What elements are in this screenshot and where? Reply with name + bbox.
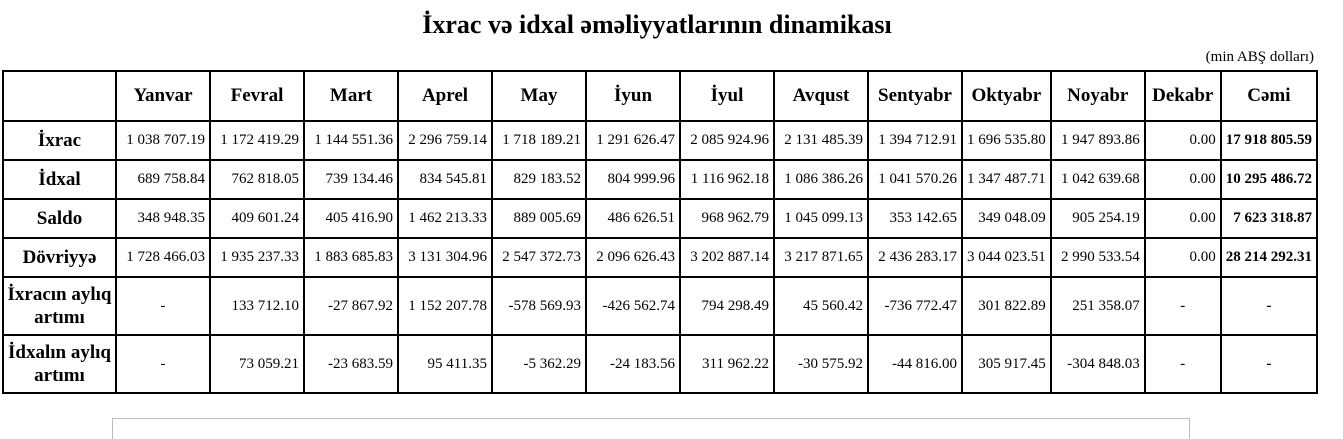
row-label: İdxal bbox=[3, 160, 116, 199]
table-row bbox=[3, 199, 1317, 238]
table-cell: -27 867.92 bbox=[304, 277, 398, 335]
column-header-fevral: Fevral bbox=[210, 71, 304, 121]
table-cell: - bbox=[1221, 335, 1317, 393]
table-cell: 1 935 237.33 bbox=[210, 238, 304, 277]
table-cell: 1 172 419.29 bbox=[210, 121, 304, 160]
row-label: İxracın aylıq artımı bbox=[3, 277, 116, 335]
table-row bbox=[3, 160, 1317, 199]
table-cell: -24 183.56 bbox=[586, 335, 680, 393]
table-cell: 2 990 533.54 bbox=[1051, 238, 1145, 277]
table-cell: 2 131 485.39 bbox=[774, 121, 868, 160]
table-cell: -304 848.03 bbox=[1051, 335, 1145, 393]
column-header-may: May bbox=[492, 71, 586, 121]
row-label: Saldo bbox=[3, 199, 116, 238]
row-label: Dövriyyə bbox=[3, 238, 116, 277]
column-header-mart: Mart bbox=[304, 71, 398, 121]
table-cell: 0.00 bbox=[1145, 160, 1221, 199]
table-cell: 834 545.81 bbox=[398, 160, 492, 199]
table-cell: 348 948.35 bbox=[116, 199, 210, 238]
table-cell: - bbox=[116, 335, 210, 393]
table-cell: - bbox=[1221, 277, 1317, 335]
table-cell: 0.00 bbox=[1145, 199, 1221, 238]
table-cell: 305 917.45 bbox=[962, 335, 1051, 393]
table-cell: -23 683.59 bbox=[304, 335, 398, 393]
table-cell: 2 096 626.43 bbox=[586, 238, 680, 277]
table-cell: 1 718 189.21 bbox=[492, 121, 586, 160]
table-cell: -426 562.74 bbox=[586, 277, 680, 335]
table-cell: 45 560.42 bbox=[774, 277, 868, 335]
table-cell: 1 045 099.13 bbox=[774, 199, 868, 238]
row-label: İxrac bbox=[3, 121, 116, 160]
column-header-avqust: Avqust bbox=[774, 71, 868, 121]
table-row bbox=[3, 335, 1317, 393]
column-header-aprel: Aprel bbox=[398, 71, 492, 121]
column-header-dekabr: Dekabr bbox=[1145, 71, 1221, 121]
table-cell: 10 295 486.72 bbox=[1221, 160, 1317, 199]
table-cell: 1 116 962.18 bbox=[680, 160, 774, 199]
table-cell: - bbox=[1145, 335, 1221, 393]
table-cell: 968 962.79 bbox=[680, 199, 774, 238]
table-cell: 829 183.52 bbox=[492, 160, 586, 199]
table-cell: 409 601.24 bbox=[210, 199, 304, 238]
table-cell: 1 086 386.26 bbox=[774, 160, 868, 199]
table-cell: 889 005.69 bbox=[492, 199, 586, 238]
table-cell: 804 999.96 bbox=[586, 160, 680, 199]
column-header-oktyabr: Oktyabr bbox=[962, 71, 1051, 121]
table-cell: 1 041 570.26 bbox=[868, 160, 962, 199]
table-cell: 1 152 207.78 bbox=[398, 277, 492, 335]
table-cell: 3 131 304.96 bbox=[398, 238, 492, 277]
table-row bbox=[3, 238, 1317, 277]
table-cell: 1 347 487.71 bbox=[962, 160, 1051, 199]
table-cell: 2 547 372.73 bbox=[492, 238, 586, 277]
table-row bbox=[3, 277, 1317, 335]
table-cell: 739 134.46 bbox=[304, 160, 398, 199]
footer-box bbox=[112, 418, 1190, 439]
table-cell: -30 575.92 bbox=[774, 335, 868, 393]
table-cell: 2 296 759.14 bbox=[398, 121, 492, 160]
column-header-cemi: Cəmi bbox=[1221, 71, 1317, 121]
table-cell: - bbox=[116, 277, 210, 335]
table-cell: 73 059.21 bbox=[210, 335, 304, 393]
table-cell: 95 411.35 bbox=[398, 335, 492, 393]
table-cell: 486 626.51 bbox=[586, 199, 680, 238]
table-cell: 17 918 805.59 bbox=[1221, 121, 1317, 160]
table-cell: 349 048.09 bbox=[962, 199, 1051, 238]
table-cell: 0.00 bbox=[1145, 121, 1221, 160]
table-cell: 1 038 707.19 bbox=[116, 121, 210, 160]
column-header-yanvar: Yanvar bbox=[116, 71, 210, 121]
page-title: İxrac və idxal əməliyyatlarının dinamikası bbox=[422, 10, 892, 39]
table-cell: 2 436 283.17 bbox=[868, 238, 962, 277]
table-row bbox=[3, 121, 1317, 160]
table-cell: - bbox=[1145, 277, 1221, 335]
table-cell: 353 142.65 bbox=[868, 199, 962, 238]
column-header-sentyabr: Sentyabr bbox=[868, 71, 962, 121]
table-cell: -736 772.47 bbox=[868, 277, 962, 335]
table-cell: 311 962.22 bbox=[680, 335, 774, 393]
table-cell: 794 298.49 bbox=[680, 277, 774, 335]
table-cell: -44 816.00 bbox=[868, 335, 962, 393]
column-header-noyabr: Noyabr bbox=[1051, 71, 1145, 121]
table-cell: 689 758.84 bbox=[116, 160, 210, 199]
table-cell: 133 712.10 bbox=[210, 277, 304, 335]
table-cell: 762 818.05 bbox=[210, 160, 304, 199]
table-cell: 3 202 887.14 bbox=[680, 238, 774, 277]
table-cell: 2 085 924.96 bbox=[680, 121, 774, 160]
table-cell: 0.00 bbox=[1145, 238, 1221, 277]
table-cell: 7 623 318.87 bbox=[1221, 199, 1317, 238]
table-cell: 3 217 871.65 bbox=[774, 238, 868, 277]
column-header-iyun: İyun bbox=[586, 71, 680, 121]
table-cell: 1 291 626.47 bbox=[586, 121, 680, 160]
table-cell: 1 728 466.03 bbox=[116, 238, 210, 277]
table-cell: 1 462 213.33 bbox=[398, 199, 492, 238]
table-cell: 1 883 685.83 bbox=[304, 238, 398, 277]
table-cell: 1 144 551.36 bbox=[304, 121, 398, 160]
trade-table bbox=[2, 70, 1318, 394]
table-cell: 1 947 893.86 bbox=[1051, 121, 1145, 160]
header-row bbox=[3, 71, 1317, 121]
table-cell: -5 362.29 bbox=[492, 335, 586, 393]
unit-note: (min ABŞ dolları) bbox=[1205, 49, 1314, 65]
column-header-label bbox=[3, 71, 116, 121]
table-cell: 28 214 292.31 bbox=[1221, 238, 1317, 277]
table-cell: 1 394 712.91 bbox=[868, 121, 962, 160]
table-cell: 1 696 535.80 bbox=[962, 121, 1051, 160]
table-cell: 1 042 639.68 bbox=[1051, 160, 1145, 199]
table-cell: 905 254.19 bbox=[1051, 199, 1145, 238]
table-cell: -578 569.93 bbox=[492, 277, 586, 335]
row-label: İdxalın aylıq artımı bbox=[3, 335, 116, 393]
table-cell: 3 044 023.51 bbox=[962, 238, 1051, 277]
table-cell: 301 822.89 bbox=[962, 277, 1051, 335]
column-header-iyul: İyul bbox=[680, 71, 774, 121]
table-cell: 251 358.07 bbox=[1051, 277, 1145, 335]
table-cell: 405 416.90 bbox=[304, 199, 398, 238]
